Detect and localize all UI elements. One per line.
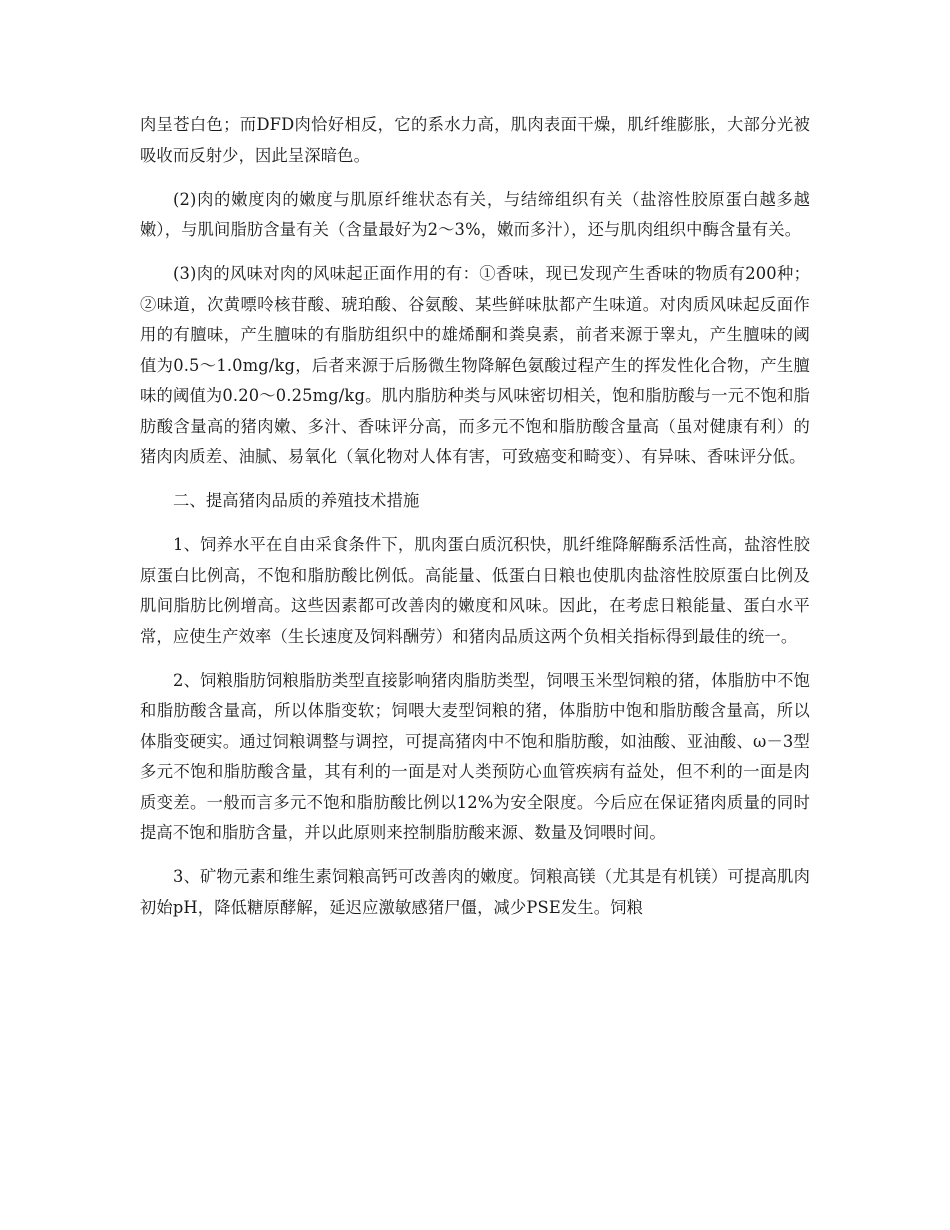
paragraph-feed-fat: 2、饲粮脂肪饲粮脂肪类型直接影响猪肉脂肪类型，饲喂玉米型饲粮的猪，体脂肪中不饱和脂肪酸含量高，所以体脂变软；饲喂大麦型饲粮的猪，体脂肪中饱和脂肪酸含量高，所以体脂变硬实。通过饲粮调整与调控，可提高猪肉中不饱和脂肪酸，如油酸、亚油酸、ω－3型多元不饱和脂肪酸含量，其有利的一面是对人类预防心血管疾病有益处，但不利的一面是肉质变差。一般而言多元不饱和脂肪酸比例以12%为安全限度。今后应在保证猪肉质量的同时提高不饱和脂肪含量，并以此原则来控制脂肪酸来源、数量及饲喂时间。 (140, 670, 810, 842)
document-body (140, 110, 810, 937)
paragraph-feeding-level: 1、饲养水平在自由采食条件下，肌肉蛋白质沉积快，肌纤维降解酶系活性高，盐溶性胶原蛋白比例高，不饱和脂肪酸比例低。高能量、低蛋白日粮也使肌肉盐溶性胶原蛋白比例及肌间脂肪比例增高。这些因素都可改善肉的嫩度和风味。因此，在考虑日粮能量、蛋白水平常，应使生产效率（生长速度及饲料酬劳）和猪肉品质这两个负相关指标得到最佳的统一。 (140, 535, 810, 646)
paragraph-flavor: (3)肉的风味对肉的风味起正面作用的有：①香味，现已发现产生香味的物质有200种；②味道，次黄嘌呤核苷酸、琥珀酸、谷氨酸、某些鲜味肽都产生味道。对肉质风味起反面作用的有膻味，产生膻味的有脂肪组织中的雄烯酮和粪臭素，前者来源于睾丸，产生膻味的阈值为0.5～1.0mg/kg，后者来源于后肠微生物降解色氨酸过程产生的挥发性化合物，产生膻味的阈值为0.20～0.25mg/kg。肌内脂肪种类与风味密切相关，饱和脂肪酸与一元不饱和脂肪酸含量高的猪肉嫩、多汁、香味评分高，而多元不饱和脂肪酸含量高（虽对健康有利）的猪肉肉质差、油腻、易氧化（氧化物对人体有害，可致癌变和畸变）、有异味、香味评分低。 (140, 264, 810, 466)
paragraph-minerals-vitamins: 3、矿物元素和维生素饲粮高钙可改善肉的嫩度。饲粮高镁（尤其是有机镁）可提高肌肉初始pH，降低糖原酵解，延迟应激敏感猪尸僵，减少PSE发生。饲粮 (140, 867, 810, 917)
paragraph-tenderness: (2)肉的嫩度肉的嫩度与肌原纤维状态有关，与结缔组织有关（盐溶性胶原蛋白越多越嫩），与肌间脂肪含量有关（含量最好为2～3%，嫩而多汁），还与肌肉组织中酶含量有关。 (140, 189, 810, 239)
paragraph-color-continued: 肉呈苍白色；而DFD肉恰好相反，它的系水力高，肌肉表面干燥，肌纤维膨胀，大部分光被吸收而反射少，因此呈深暗色。 (140, 115, 810, 165)
section-heading-breeding-measures: 二、提高猪肉品质的养殖技术措施 (173, 491, 420, 510)
